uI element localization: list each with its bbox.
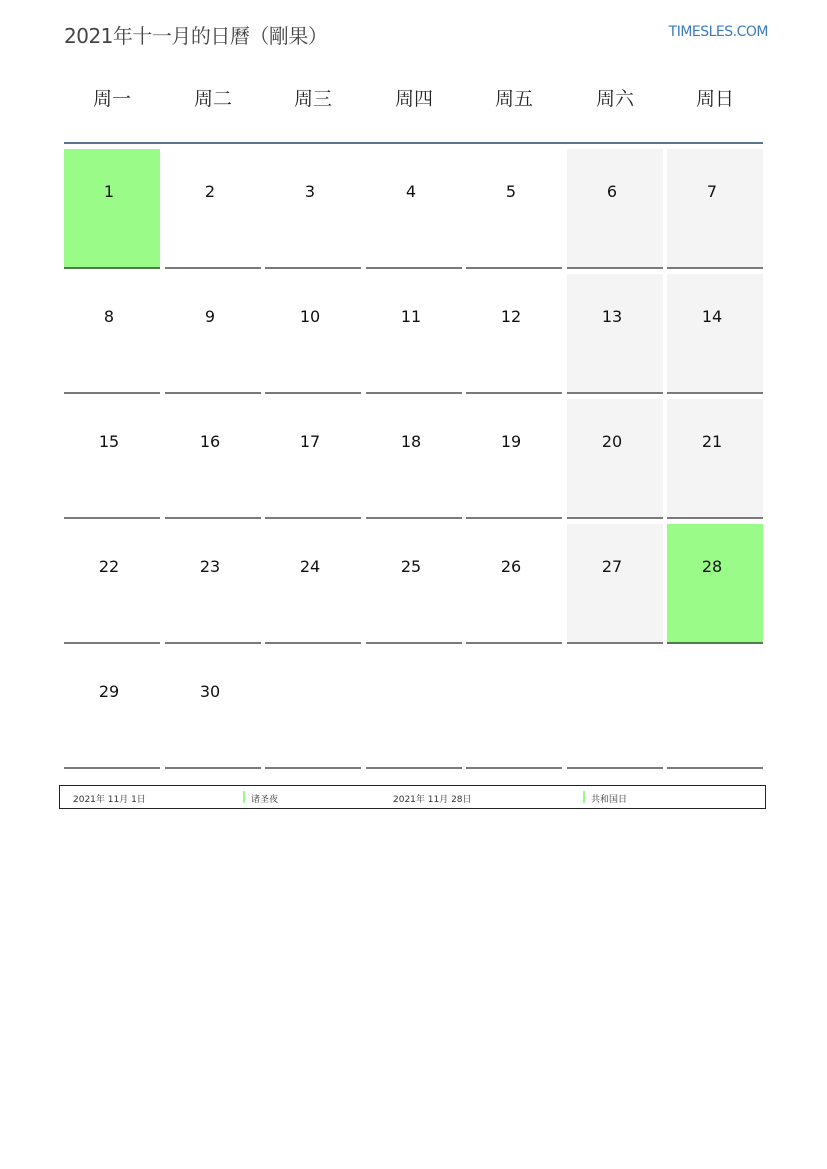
day-cell[interactable] [466, 524, 562, 644]
site-brand-link[interactable]: TIMESLES.COM [668, 24, 768, 40]
header-divider [64, 142, 763, 144]
day-number: 22 [98, 557, 120, 576]
holiday-day-cell[interactable] [64, 149, 160, 269]
weekday-label: 周四 [394, 88, 433, 110]
day-number: 30 [199, 682, 221, 701]
day-number: 27 [601, 557, 623, 576]
day-cell[interactable] [567, 274, 663, 394]
day-cell[interactable] [366, 149, 462, 269]
day-number: 19 [500, 432, 522, 451]
day-cell[interactable] [466, 274, 562, 394]
day-cell[interactable] [667, 149, 763, 269]
day-number: 1 [103, 182, 115, 201]
day-number: 29 [98, 682, 120, 701]
day-cell[interactable] [366, 399, 462, 519]
empty-day-cell [667, 649, 763, 769]
day-number: 17 [299, 432, 321, 451]
empty-day-cell [466, 649, 562, 769]
legend-date: 2021年 11月 28日 [393, 795, 472, 805]
day-cell[interactable] [667, 399, 763, 519]
day-cell[interactable] [667, 274, 763, 394]
holiday-legend [59, 785, 766, 809]
day-cell[interactable] [64, 524, 160, 644]
empty-day-cell [567, 649, 663, 769]
legend-date: 2021年 11月 1日 [73, 795, 146, 805]
day-number: 7 [706, 182, 718, 201]
weekday-label: 周二 [193, 88, 232, 110]
day-cell[interactable] [466, 399, 562, 519]
day-cell[interactable] [466, 149, 562, 269]
day-number: 21 [701, 432, 723, 451]
day-number: 5 [505, 182, 517, 201]
day-number: 9 [204, 307, 216, 326]
holiday-color-marker [583, 791, 585, 803]
empty-day-cell [265, 649, 361, 769]
weekday-label: 周六 [595, 88, 634, 110]
day-number: 12 [500, 307, 522, 326]
day-number: 23 [199, 557, 221, 576]
day-number: 3 [304, 182, 316, 201]
day-cell[interactable] [64, 649, 160, 769]
weekday-label: 周五 [494, 88, 533, 110]
day-cell[interactable] [265, 524, 361, 644]
day-number: 24 [299, 557, 321, 576]
legend-holiday-name: 共和国日 [591, 795, 628, 805]
weekday-header-row [64, 84, 764, 124]
day-number: 4 [405, 182, 417, 201]
day-number: 26 [500, 557, 522, 576]
day-cell[interactable] [567, 149, 663, 269]
day-cell[interactable] [366, 274, 462, 394]
day-cell[interactable] [64, 274, 160, 394]
day-number: 8 [103, 307, 115, 326]
day-cell[interactable] [165, 649, 261, 769]
day-number: 16 [199, 432, 221, 451]
day-number: 11 [400, 307, 422, 326]
weekday-label: 周一 [92, 88, 131, 110]
legend-holiday-name: 诸圣夜 [251, 795, 279, 805]
empty-day-cell [366, 649, 462, 769]
day-number: 2 [204, 182, 216, 201]
page-title: 2021年十一月的日曆（剛果） [64, 24, 328, 48]
day-cell[interactable] [366, 524, 462, 644]
day-number: 28 [701, 557, 723, 576]
day-cell[interactable] [165, 274, 261, 394]
day-number: 14 [701, 307, 723, 326]
holiday-day-cell[interactable] [667, 524, 763, 644]
day-cell[interactable] [567, 399, 663, 519]
day-cell[interactable] [265, 399, 361, 519]
day-number: 15 [98, 432, 120, 451]
day-cell[interactable] [165, 399, 261, 519]
weekday-label: 周三 [293, 88, 332, 110]
day-number: 25 [400, 557, 422, 576]
day-cell[interactable] [265, 149, 361, 269]
day-number: 13 [601, 307, 623, 326]
weekday-label: 周日 [695, 88, 734, 110]
day-number: 18 [400, 432, 422, 451]
day-cell[interactable] [64, 399, 160, 519]
day-number: 10 [299, 307, 321, 326]
day-cell[interactable] [165, 149, 261, 269]
day-cell[interactable] [567, 524, 663, 644]
day-number: 6 [606, 182, 618, 201]
day-cell[interactable] [165, 524, 261, 644]
day-cell[interactable] [265, 274, 361, 394]
day-number: 20 [601, 432, 623, 451]
holiday-color-marker [243, 791, 245, 803]
